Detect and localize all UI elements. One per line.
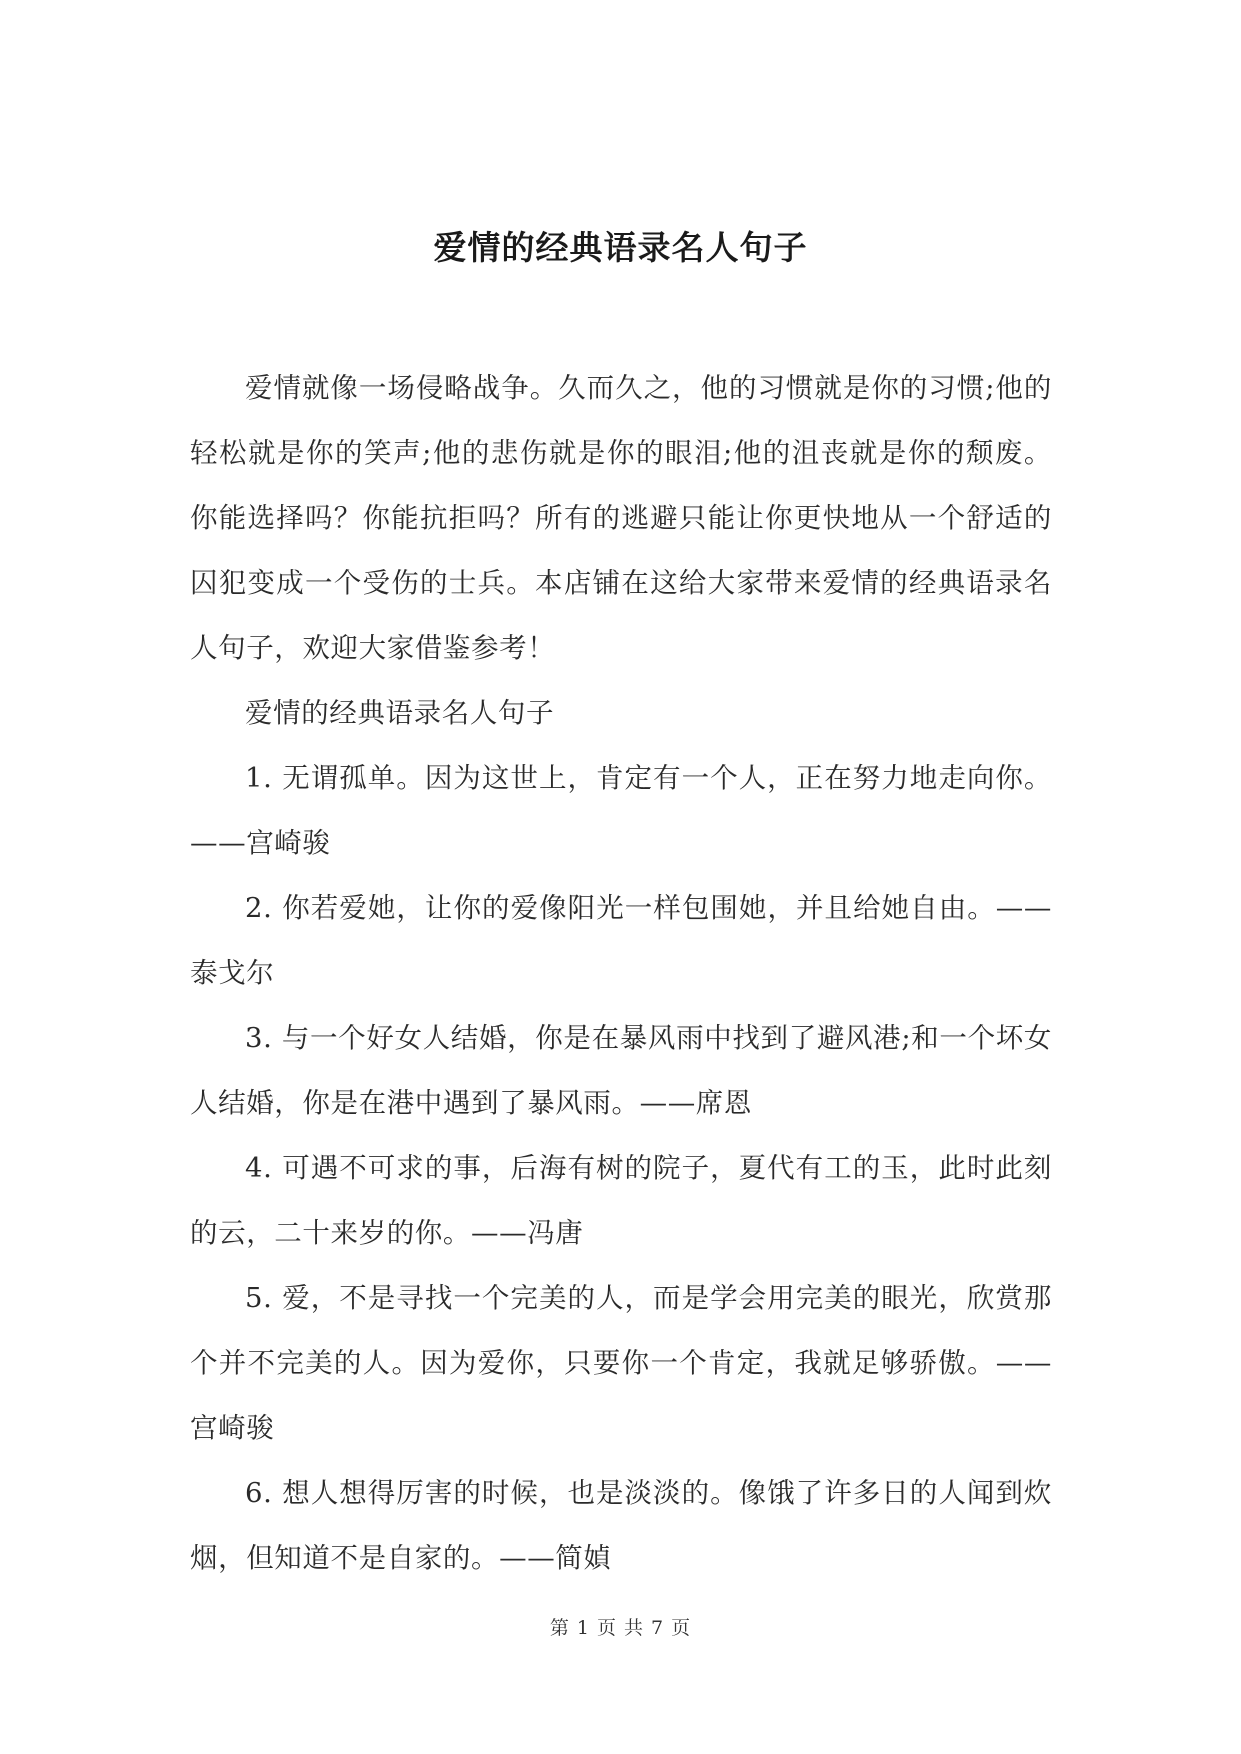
document-body	[190, 356, 1052, 1591]
document-title: 爱情的经典语录名人句子	[433, 228, 808, 267]
quote-item-6: 6. 想人想得厉害的时候，也是淡淡的。像饿了许多日的人闻到炊烟，但知道不是自家的。——简媜	[190, 1477, 1052, 1574]
quote-item-3: 3. 与一个好女人结婚，你是在暴风雨中找到了避风港;和一个坏女人结婚，你是在港中遇到了暴风雨。——席恩	[190, 1022, 1052, 1119]
intro-paragraph: 爱情就像一场侵略战争。久而久之，他的习惯就是你的习惯;他的轻松就是你的笑声;他的悲伤就是你的眼泪;他的沮丧就是你的颓废。你能选择吗？你能抗拒吗？所有的逃避只能让你更快地从一个舒适的囚犯变成一个受伤的士兵。本店铺在这给大家带来爱情的经典语录名人句子，欢迎大家借鉴参考！	[190, 372, 1052, 664]
page-footer: 第 1 页 共 7 页	[549, 1617, 692, 1639]
quote-item-2: 2. 你若爱她，让你的爱像阳光一样包围她，并且给她自由。——泰戈尔	[190, 892, 1052, 989]
section-subtitle: 爱情的经典语录名人句子	[245, 697, 555, 729]
quote-item-1: 1. 无谓孤单。因为这世上，肯定有一个人，正在努力地走向你。——宫崎骏	[190, 762, 1052, 859]
quote-item-4: 4. 可遇不可求的事，后海有树的院子，夏代有工的玉，此时此刻的云，二十来岁的你。——冯唐	[190, 1152, 1052, 1249]
quote-item-5: 5. 爱，不是寻找一个完美的人，而是学会用完美的眼光，欣赏那个并不完美的人。因为爱你，只要你一个肯定，我就足够骄傲。——宫崎骏	[190, 1282, 1052, 1444]
